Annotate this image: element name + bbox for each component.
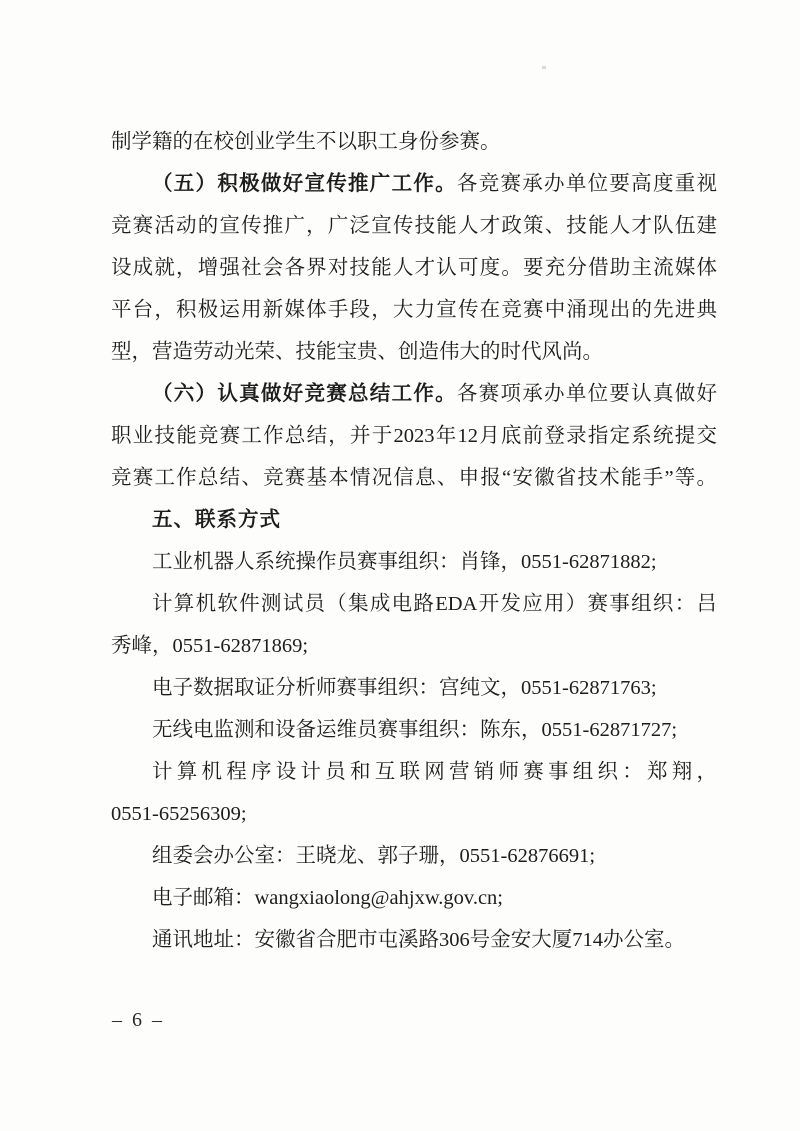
line-text: 竞赛工作总结、竞赛基本情况信息、申报“安徽省技术能手”等。	[111, 467, 717, 489]
line-text: 0551-65256309;	[111, 803, 247, 825]
contact-line	[111, 709, 717, 751]
scan-speck-artifact	[542, 66, 546, 69]
contact-address-line	[111, 919, 717, 961]
line-text: 职业技能竞赛工作总结，并于2023年12月底前登录指定系统提交	[111, 425, 717, 447]
section-heading	[111, 499, 717, 541]
text-line	[111, 121, 717, 163]
paragraph-start-line	[111, 373, 717, 415]
line-text: 各赛项承办单位要认真做好	[456, 383, 718, 405]
contact-line	[111, 625, 717, 667]
contact-line	[111, 667, 717, 709]
line-text: 计算机程序设计员和互联网营销师赛事组织：郑翔，	[152, 761, 717, 783]
line-text: 计算机软件测试员（集成电路EDA开发应用）赛事组织：吕	[152, 593, 717, 615]
line-text: 制学籍的在校创业学生不以职工身份参赛。	[111, 131, 501, 153]
text-line	[111, 331, 717, 373]
line-text: 竞赛活动的宣传推广，广泛宣传技能人才政策、技能人才队伍建	[111, 215, 717, 237]
page-number: – 6 –	[112, 1009, 162, 1031]
bold-lead: （六）认真做好竞赛总结工作。	[152, 383, 457, 405]
bold-lead: （五）积极做好宣传推广工作。	[152, 173, 457, 195]
contact-line	[111, 583, 717, 625]
line-text: 秀峰，0551-62871869;	[111, 635, 309, 657]
contact-email-line	[111, 877, 717, 919]
text-line	[111, 415, 717, 457]
line-text: 平台，积极运用新媒体手段，大力宣传在竞赛中涌现出的先进典	[111, 299, 717, 321]
line-text: 各竞赛承办单位要高度重视	[456, 173, 718, 195]
line-text: 组委会办公室：王晓龙、郭子珊，0551-62876691;	[152, 845, 596, 867]
line-text: 电子邮箱：wangxiaolong@ahjxw.gov.cn;	[152, 887, 504, 909]
contact-line	[111, 793, 717, 835]
contact-line	[111, 541, 717, 583]
text-line	[111, 247, 717, 289]
document-body	[111, 121, 717, 961]
bold-lead: 五、联系方式	[152, 508, 281, 531]
text-line	[111, 205, 717, 247]
paragraph-start-line	[111, 163, 717, 205]
line-text: 无线电监测和设备运维员赛事组织：陈东，0551-62871727;	[152, 719, 678, 741]
line-text: 设成就，增强社会各界对技能人才认可度。要充分借助主流媒体	[111, 257, 717, 279]
text-line	[111, 289, 717, 331]
line-text: 型，营造劳动光荣、技能宝贵、创造伟大的时代风尚。	[111, 341, 603, 363]
line-text: 工业机器人系统操作员赛事组织：肖锋，0551-62871882;	[152, 551, 657, 573]
line-text: 电子数据取证分析师赛事组织：宫纯文，0551-62871763;	[152, 677, 657, 699]
contact-line	[111, 751, 717, 793]
text-line	[111, 457, 717, 499]
contact-line	[111, 835, 717, 877]
line-text: 通讯地址：安徽省合肥市屯溪路306号金安大厦714办公室。	[152, 929, 685, 951]
